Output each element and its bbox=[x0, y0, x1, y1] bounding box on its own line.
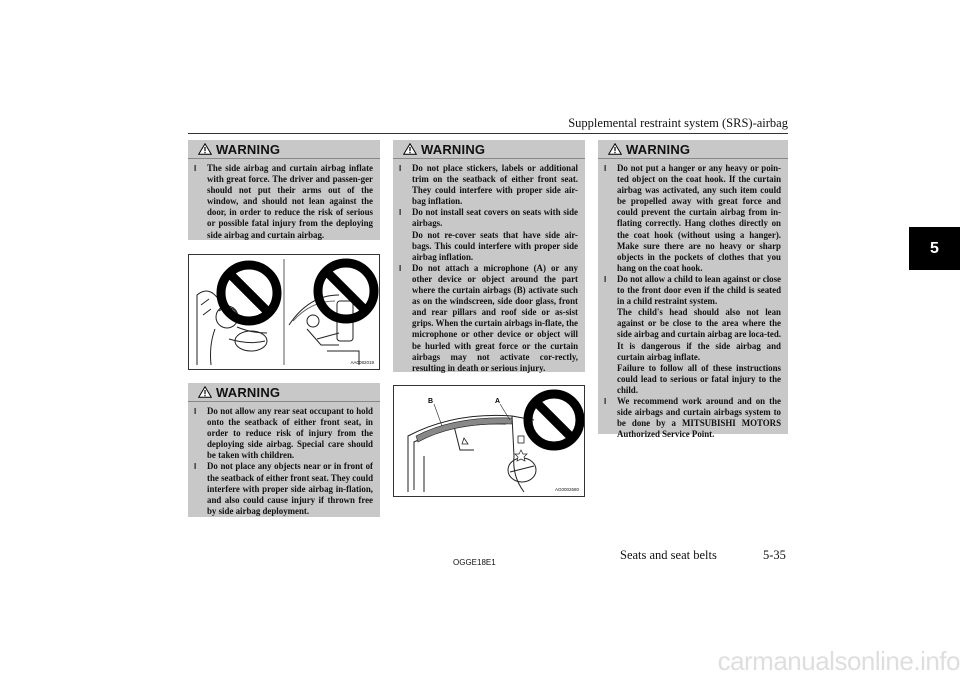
warning-paragraph: The side airbag and curtain airbag inflate with great force. The driver and passen-ger should not put their arms out of the window, and should not lean against the door, in order to reduce the risk of serious or possible fatal injury from the deploying side airbag and curtain airbag. bbox=[207, 163, 373, 240]
warning-item bbox=[399, 263, 578, 374]
chapter-tab: 5 bbox=[909, 227, 960, 270]
illustration-no-leaning bbox=[188, 254, 380, 370]
warning-triangle-icon bbox=[608, 143, 622, 155]
warning-paragraph: Do not re-cover seats that have side air-bags. This could interfere with proper side airbag inflation. bbox=[412, 229, 578, 262]
warning-label: WARNING bbox=[421, 141, 486, 157]
prohibition-icon bbox=[528, 394, 580, 446]
illustration-code: AG0002680 bbox=[554, 487, 579, 492]
label-b: B bbox=[428, 398, 434, 405]
warning-item-text bbox=[207, 461, 373, 516]
warning-label: WARNING bbox=[216, 141, 281, 157]
bullet-icon: l bbox=[604, 274, 607, 284]
warning-item bbox=[399, 207, 578, 262]
warning-item-text bbox=[617, 396, 781, 440]
warning-box-coat-hook-child bbox=[598, 140, 788, 440]
warning-item bbox=[194, 406, 373, 461]
warning-header bbox=[598, 140, 788, 159]
page-number: 5-35 bbox=[763, 548, 786, 562]
warning-body bbox=[393, 159, 585, 378]
warning-item-text bbox=[617, 163, 781, 274]
warning-item-text bbox=[617, 274, 781, 396]
prohibition-icon bbox=[318, 263, 374, 319]
warning-paragraph: Do not attach a microphone (A) or any other device or object around the part where the curtain airbags (B) activate such as on the windscreen, side door glass, front and rear pillars and roof side or as-sist grips. When the curtain airbags in-flate, the microphone or other device or object will be hurled with great force or the curtain airbags may not activate cor-rectly, resulting in death or serious injury. bbox=[412, 262, 578, 373]
warning-body bbox=[188, 402, 380, 521]
warning-box-rear-occupant bbox=[188, 383, 380, 517]
warning-triangle-icon bbox=[198, 386, 212, 398]
warning-paragraph: The child's head should also not lean against or be close to the area where the side airbag and curtain airbag are loca-ted. It is dangerous if the side airbag and curtain airbag inflate. bbox=[617, 307, 781, 362]
hook-mark bbox=[462, 438, 468, 444]
bullet-icon: l bbox=[399, 164, 402, 173]
warning-header bbox=[188, 383, 380, 402]
warning-triangle-icon bbox=[403, 143, 417, 155]
warning-paragraph: Do not place stickers, labels or additional trim on the seatback of either front seat. They could interfere with proper side air-bag inflation. bbox=[412, 163, 578, 207]
microphone-mark bbox=[518, 436, 524, 443]
warning-header bbox=[393, 140, 585, 159]
warning-header bbox=[188, 140, 380, 159]
warning-item-text bbox=[207, 163, 373, 241]
warning-item bbox=[604, 396, 781, 440]
warning-item bbox=[194, 461, 373, 516]
warning-label: WARNING bbox=[216, 384, 281, 400]
warning-box-side-airbag-force bbox=[188, 140, 380, 240]
warning-paragraph: We recommend work around and on the side airbags and curtain airbags system to be done by a MITSUBISHI MOTORS Authorized Service Point. bbox=[617, 395, 781, 440]
footer-section-title: Seats and seat belts bbox=[620, 548, 717, 562]
warning-body bbox=[598, 159, 788, 444]
bullet-icon: l bbox=[399, 263, 402, 273]
site-watermark: carmanualsonline.info bbox=[717, 646, 960, 676]
warning-triangle-icon bbox=[198, 143, 212, 155]
bullet-icon: l bbox=[399, 208, 402, 218]
bullet-icon: l bbox=[194, 407, 197, 416]
warning-item-text bbox=[412, 263, 578, 374]
document-code: OGGE18E1 bbox=[453, 558, 496, 567]
warning-item bbox=[604, 163, 781, 274]
warning-body bbox=[188, 159, 380, 245]
bullet-icon: l bbox=[604, 396, 607, 406]
warning-paragraph: Do not install seat covers on seats with side airbags. bbox=[412, 207, 578, 229]
warning-item-text bbox=[412, 163, 578, 207]
warning-paragraph: Do not put a hanger or any heavy or poin-ted object on the coat hook. If the curtain airbag was activated, any such item could be propelled away with great force and could prevent the curtain airbag from in-flating correctly. Hang clothes directly on the coat hook (without using a hanger). Make sure there are no heavy or sharp objects in the pockets of clothes that you hang on the coat hook. bbox=[617, 163, 781, 273]
bullet-icon: l bbox=[194, 462, 197, 472]
running-header-title: Supplemental restraint system (SRS)-airbag bbox=[568, 116, 788, 130]
warning-paragraph: Do not allow a child to lean against or close to the front door even if the child is seated in a child restraint system. bbox=[617, 273, 781, 307]
star-mark bbox=[515, 450, 527, 461]
illustration-code: AA0082019 bbox=[350, 360, 374, 365]
warning-paragraph: Do not allow any rear seat occupant to hold onto the seatback of either front seat, in order to reduce risk of injury from the deploying side airbag. Special care should be taken with children. bbox=[207, 406, 373, 461]
leader-line-b bbox=[434, 404, 442, 426]
label-a: A bbox=[495, 398, 501, 405]
warning-label: WARNING bbox=[626, 141, 691, 157]
warning-paragraph: Do not place any objects near or in front of the seatback of either front seat. They could interfere with proper side airbag in-flation, and also could cause injury if thrown free by side airbag deployment. bbox=[207, 461, 373, 516]
illustration-curtain-airbag-area bbox=[393, 385, 585, 497]
warning-box-stickers-microphone bbox=[393, 140, 585, 372]
bullet-icon: l bbox=[604, 164, 607, 173]
warning-item bbox=[604, 274, 781, 396]
bullet-icon: l bbox=[194, 164, 197, 173]
warning-item-text bbox=[207, 406, 373, 461]
warning-paragraph: Failure to follow all of these instructions could lead to serious or fatal injury to the child. bbox=[617, 362, 781, 395]
warning-item bbox=[399, 163, 578, 207]
warning-item-text bbox=[412, 207, 578, 262]
warning-item bbox=[194, 163, 373, 241]
header-rule bbox=[188, 133, 788, 134]
prohibition-icon bbox=[221, 265, 277, 321]
